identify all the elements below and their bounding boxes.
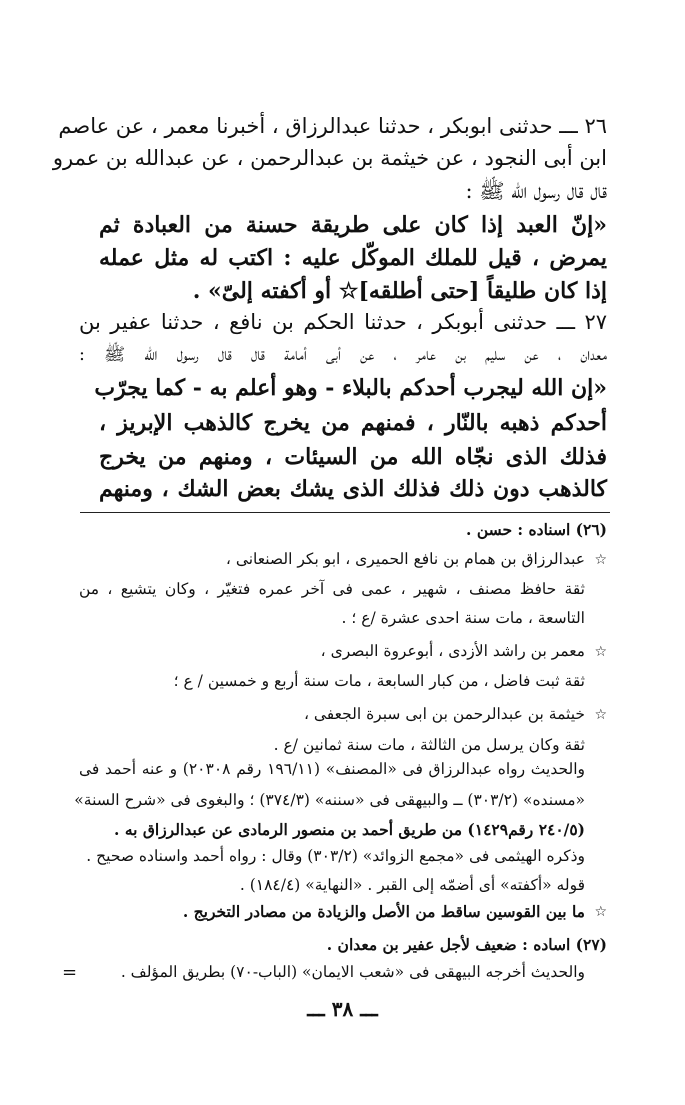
narrator-1-bio-2: التاسعة ، مات سنة احدى عشرة /ع ؛ . xyxy=(341,609,585,627)
hadith-26-quote-line-2: يمرض ، قيل للملك الموكّل عليه : اكتب له مثل عمله xyxy=(99,245,607,271)
hadith-26-line-2: ابن أبى النجود ، عن خيثمة بن عبدالرحمن ، عن عبدالله بن عمرو xyxy=(52,146,607,170)
takhrij-26-line-4: وذكره الهيثمى فى «مجمع الزوائد» (٣٠٣/٢) وقال : رواه أحمد واسناده صحيح . xyxy=(86,847,585,865)
narrator-star-icon: ☆ xyxy=(594,644,607,660)
narrator-3-bio: ثقة وكان يرسل من الثالثة ، مات سنة ثمانين /ع . xyxy=(273,736,585,754)
narrator-3-name: خيثمة بن عبدالرحمن بن ابى سبرة الجعفى ، xyxy=(303,705,585,723)
footnote-26-heading: (٢٦) اسناده : حسن . xyxy=(466,520,607,539)
margin-mark: = xyxy=(62,962,78,983)
narrator-1-bio-1: ثقة حافظ مصنف ، شهير ، عمى فى آخر عمره فتغيّر ، وكان يتشيع ، من xyxy=(79,580,585,598)
takhrij-26-line-2: «مسنده» (٣٠٣/٢) ــ والبيهقى فى «سننه» (٣٧٤/٣) ؛ والبغوى فى «شرح السنة» xyxy=(74,791,585,809)
hadith-26-quote-line-1: «إنّ العبد إذا كان على طريقة حسنة من العبادة ثم xyxy=(99,212,607,238)
takhrij-26-line-5: قوله «أكفته» أى أضمّه إلى القبر . «النهاية» (١٨٤/٤) . xyxy=(239,876,585,894)
takhrij-27-line: والحديث أخرجه البيهقى فى «شعب الايمان» (الباب-٧٠) بطريق المؤلف . xyxy=(120,963,585,981)
hadith-27-quote-line-1: «إن الله ليجرب أحدكم بالبلاء - وهو أعلم به - كما يجرّب xyxy=(94,375,607,401)
hadith-27-quote-line-3: فذلك الذى نجّاه الله من السيئات ، ومنهم من يخرج xyxy=(99,444,607,470)
narrator-2-name: معمر بن راشد الأزدى ، أبوعروة البصرى ، xyxy=(320,642,585,660)
bracket-note: ما بين القوسين ساقط من الأصل والزيادة من مصادر التخريج . xyxy=(182,902,585,921)
takhrij-26-line-1: والحديث رواه عبدالرزاق فى «المصنف» (١٩٦/١١ رقم ٢٠٣٠٨) و عنه أحمد فى xyxy=(79,760,585,778)
page-number: ـــ ٣٨ ـــ xyxy=(307,997,378,1021)
hadith-27-quote-line-4: كالذهب دون ذلك فذلك الذى يشك بعض الشك ، ومنهم xyxy=(99,476,607,502)
narrator-2-bio: ثقة ثبت فاضل ، من كبار السابعة ، مات سنة أربع و خمسين / ع ؛ xyxy=(173,672,585,690)
narrator-star-icon: ☆ xyxy=(594,707,607,723)
narrator-1-name: عبدالرزاق بن همام بن نافع الحميرى ، ابو بكر الصنعانى ، xyxy=(225,550,585,568)
hadith-26-line-3: قال قال رسول الله ﷺ : xyxy=(465,179,607,203)
narrator-star-icon: ☆ xyxy=(594,552,607,568)
footnote-separator xyxy=(80,512,610,513)
hadith-26-quote-line-3: إذا كان طليقاً [حتى أطلقه]☆ أو أكفته إلىّ» . xyxy=(192,278,607,304)
hadith-27-quote-line-2: أحدكم ذهبه بالنّار ، فمنهم من يخرج كالذهب الإبريز ، xyxy=(99,410,607,436)
footnote-27-heading: (٢٧) اساده : ضعيف لأجل عفير بن معدان . xyxy=(326,935,607,954)
hadith-27-line-2: معدان ، عن سليم بن عامر ، عن أبى أمامة قال قال رسول الله ﷺ : xyxy=(79,345,607,365)
bracket-note-star-icon: ☆ xyxy=(594,904,607,920)
hadith-26-line-1: ٢٦ ـــ حدثنى ابوبكر ، حدثنا عبدالرزاق ، أخبرنا معمر ، عن عاصم xyxy=(58,114,607,138)
takhrij-26-line-3: (٢٤٠/٥ رقم١٤٢٩) من طريق أحمد بن منصور الرمادى عن عبدالرزاق به . xyxy=(114,820,585,839)
hadith-27-line-1: ٢٧ ـــ حدثنى أبوبكر ، حدثنا الحكم بن نافع ، حدثنا عفير بن xyxy=(79,310,607,334)
